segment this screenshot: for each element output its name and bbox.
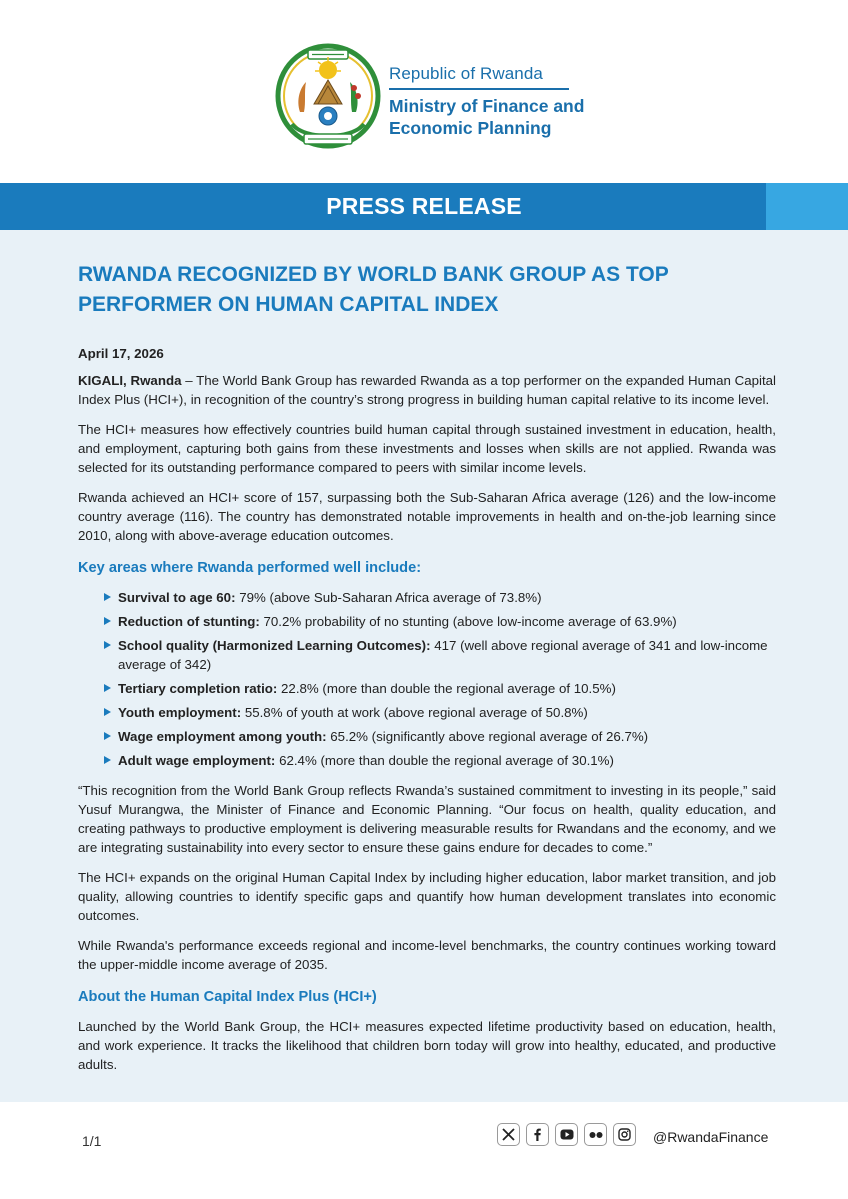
footer bbox=[0, 1102, 848, 1199]
x-icon[interactable] bbox=[497, 1123, 520, 1146]
bullet-triangle-icon bbox=[104, 732, 111, 740]
bullet-text: 55.8% of youth at work (above regional average of 50.8%) bbox=[241, 705, 588, 720]
page-number: 1/1 bbox=[82, 1133, 102, 1149]
header-rule bbox=[389, 88, 569, 90]
rwanda-coat-of-arms-icon bbox=[274, 42, 382, 154]
bullet-triangle-icon bbox=[104, 684, 111, 692]
bullet-triangle-icon bbox=[104, 641, 111, 649]
flickr-icon[interactable] bbox=[584, 1123, 607, 1146]
bullet-label: Survival to age 60: bbox=[118, 590, 236, 605]
bullet-label: Reduction of stunting: bbox=[118, 614, 260, 629]
bullet-label: School quality (Harmonized Learning Outcomes): bbox=[118, 638, 431, 653]
social-handle[interactable]: @RwandaFinance bbox=[653, 1129, 769, 1145]
letterhead bbox=[0, 0, 848, 183]
list-item bbox=[78, 679, 776, 698]
bullet-label: Adult wage employment: bbox=[118, 753, 276, 768]
bullet-triangle-icon bbox=[104, 617, 111, 625]
bullet-label: Youth employment: bbox=[118, 705, 242, 720]
bullet-text: 62.4% (more than double the regional average of 30.1%) bbox=[275, 753, 614, 768]
paragraph-1 bbox=[78, 371, 776, 409]
article-body bbox=[0, 230, 848, 1102]
key-areas-heading: Key areas where Rwanda performed well include: bbox=[78, 560, 422, 576]
bullet-triangle-icon bbox=[104, 756, 111, 764]
banner-title: PRESS RELEASE bbox=[326, 193, 522, 219]
ministry-line-2: Economic Planning bbox=[389, 118, 552, 138]
ministry-line-1: Ministry of Finance and bbox=[389, 96, 585, 116]
republic-label: Republic of Rwanda bbox=[389, 64, 543, 83]
dateline: KIGALI, Rwanda bbox=[78, 373, 182, 388]
bullet-text: 79% (above Sub-Saharan Africa average of 73.8%) bbox=[235, 590, 542, 605]
list-item bbox=[78, 612, 776, 631]
bullet-text: 65.2% (significantly above regional average of 26.7%) bbox=[326, 729, 649, 744]
bullet-label: Tertiary completion ratio: bbox=[118, 681, 278, 696]
bullet-label: Wage employment among youth: bbox=[118, 729, 327, 744]
bullet-text: 70.2% probability of no stunting (above low-income average of 63.9%) bbox=[259, 614, 677, 629]
bullet-text: 22.8% (more than double the regional average of 10.5%) bbox=[277, 681, 616, 696]
paragraph-4: “This recognition from the World Bank Group reflects Rwanda’s sustained commitment to investing in its people,” said Yusuf Murangwa, the Minister of Finance and Economic Planning. “Our focus on health, quality education, and creating pathways to productive employment is delivering measurable results for Rwandans and the economy, and we are integrating sustainability into every sector to ensure these gains endure for decades to come.” bbox=[78, 783, 776, 855]
key-areas-list bbox=[78, 588, 776, 770]
paragraph-7: Launched by the World Bank Group, the HCI+ measures expected lifetime productivity based on education, health, and work experience. It tracks the likelihood that children born today will grow into healthy, educated, and productive adults. bbox=[78, 1019, 776, 1072]
press-release-banner bbox=[0, 183, 848, 230]
list-item bbox=[78, 588, 776, 607]
list-item bbox=[78, 636, 776, 674]
paragraph-6: While Rwanda's performance exceeds regional and income-level benchmarks, the country continues working toward the upper-middle income average of 2035. bbox=[78, 938, 776, 972]
about-heading: About the Human Capital Index Plus (HCI+) bbox=[78, 989, 377, 1005]
instagram-icon[interactable] bbox=[613, 1123, 636, 1146]
bullet-text: 417 (well above regional average of 341 and low-income average of 342) bbox=[118, 638, 768, 672]
facebook-icon[interactable] bbox=[526, 1123, 549, 1146]
list-item bbox=[78, 703, 776, 722]
paragraph-1-text: – The World Bank Group has rewarded Rwanda as a top performer on the expanded Human Capital Index Plus (HCI+), in recognition of the country’s strong progress in building human capital relative to its income level. bbox=[78, 373, 776, 407]
list-item bbox=[78, 751, 776, 770]
list-item bbox=[78, 727, 776, 746]
paragraph-3: Rwanda achieved an HCI+ score of 157, surpassing both the Sub-Saharan Africa average (126) and the low-income country average (116). The country has demonstrated notable improvements in health and on-the-job learning since 2010, along with above-average education outcomes. bbox=[78, 490, 776, 543]
paragraph-2: The HCI+ measures how effectively countries build human capital through sustained investment in education, health, and employment, capturing both gains from these investments and losses when skills are not applied. Rwanda was selected for its outstanding performance compared to peers with similar income levels. bbox=[78, 422, 776, 475]
social-links bbox=[497, 1123, 636, 1146]
paragraph-5: The HCI+ expands on the original Human Capital Index by including higher education, labor market transition, and job quality, allowing countries to identify specific gaps and quantify how human development translates into economic outcomes. bbox=[78, 870, 776, 923]
bullet-triangle-icon bbox=[104, 593, 111, 601]
headline: RWANDA RECOGNIZED BY WORLD BANK GROUP AS TOP PERFORMER ON HUMAN CAPITAL INDEX bbox=[78, 263, 669, 316]
bullet-triangle-icon bbox=[104, 708, 111, 716]
ministry-name bbox=[389, 64, 584, 139]
youtube-icon[interactable] bbox=[555, 1123, 578, 1146]
release-date: April 17, 2026 bbox=[78, 346, 164, 361]
